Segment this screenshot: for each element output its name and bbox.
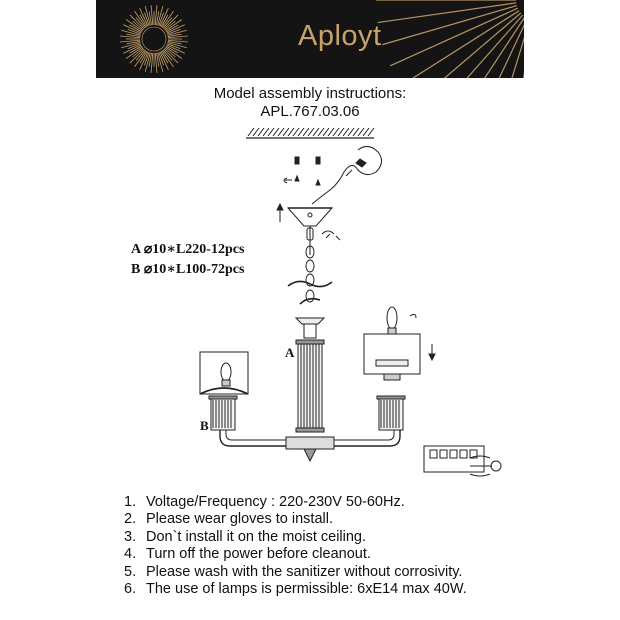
screws-icon	[284, 157, 320, 185]
brand-logo-text: Aployt	[298, 20, 382, 52]
chain	[288, 226, 340, 304]
instruction-item: 1. Voltage/Frequency : 220-230V 50-60Hz.	[124, 494, 405, 510]
lamp-bulb-icon	[221, 363, 231, 381]
instruction-item: 5. Please wash with the sanitizer without corrosivity.	[124, 563, 463, 580]
instructions-list	[124, 494, 467, 598]
canopy	[288, 208, 332, 226]
rotate-arrow-icon	[410, 314, 416, 318]
hook-icon	[322, 231, 334, 238]
model-number: APL.767.03.06	[260, 103, 360, 120]
part-a: A ⌀10∗L220-12pcs	[131, 242, 245, 257]
lamp-bulb-icon	[387, 307, 397, 329]
wiring-terminal-icon	[424, 446, 501, 476]
page-title: Model assembly instructions:	[213, 85, 407, 102]
instruction-item: 4. Turn off the power before cleanout.	[124, 546, 371, 563]
instruction-item: 2. Please wear gloves to install.	[124, 511, 333, 528]
central-column	[296, 340, 324, 432]
label-a: A	[285, 345, 295, 360]
instruction-item: 6. The use of lamps is permissible: 6xE14 max 40W.	[124, 581, 467, 598]
ceiling-hatch	[246, 128, 374, 138]
power-cable	[312, 146, 382, 204]
label-b: B	[200, 418, 209, 433]
chandelier-arms	[220, 430, 400, 461]
right-lamp	[364, 307, 435, 430]
part-b: B ⌀10∗L100-72pcs	[131, 262, 245, 277]
instruction-item: 3. Don`t install it on the moist ceiling.	[124, 528, 367, 545]
